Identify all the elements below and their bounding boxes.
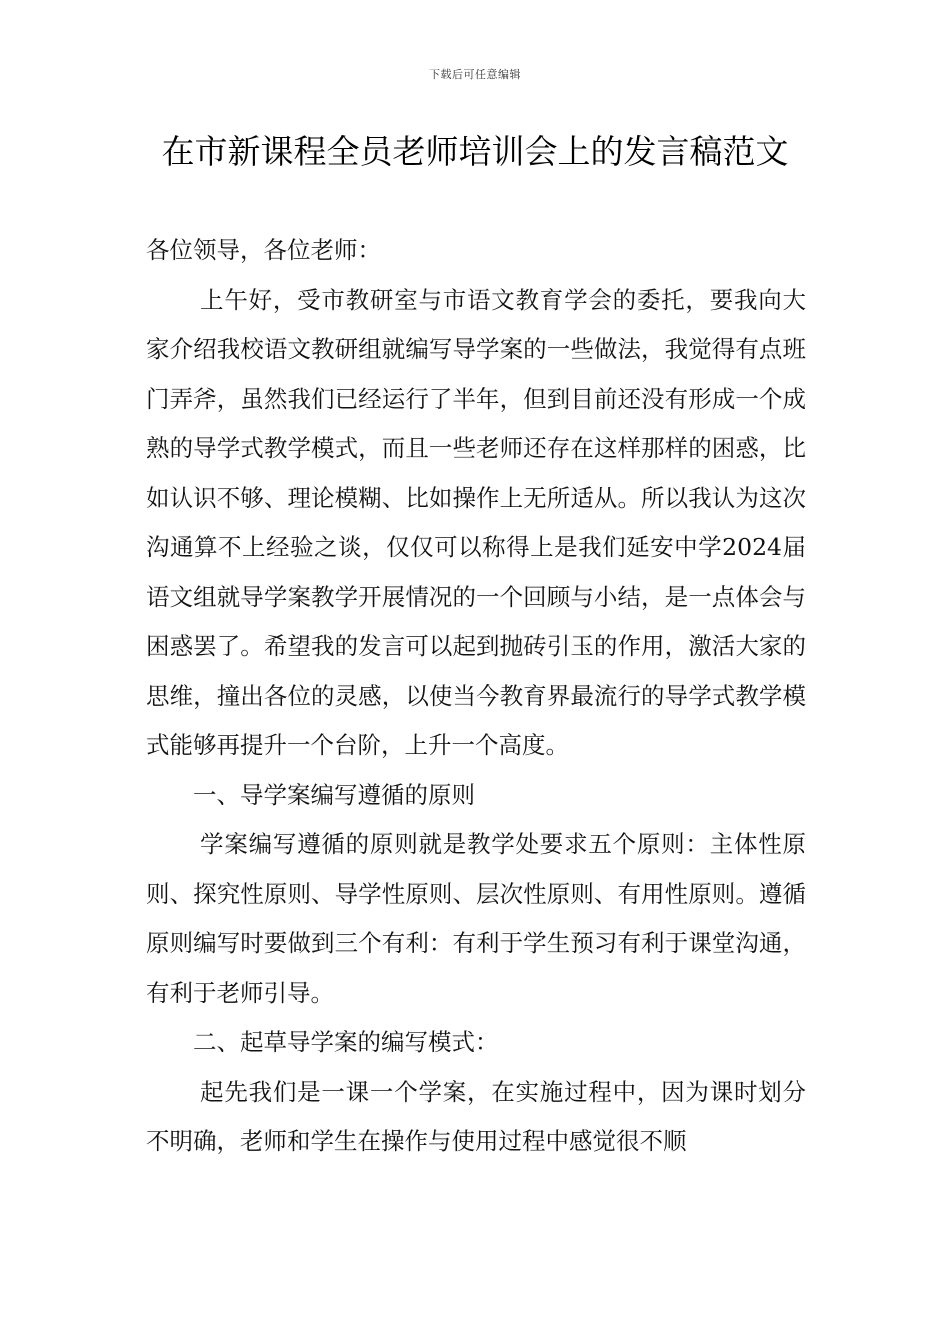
document-title: 在市新课程全员老师培训会上的发言稿范文 [161,132,789,171]
section-paragraph-principles: 学案编写遵循的原则就是教学处要求五个原则：主体性原则、探究性原则、导学性原则、层次性原则、有用性原则。遵循原则编写时要做到三个有利：有利于学生预习有利于课堂沟通，有利于老师引导。 [146,830,806,1007]
salutation: 各位领导，各位老师： [146,236,381,264]
intro-paragraph: 上午好，受市教研室与市语文教育学会的委托，要我向大家介绍我校语文教研组就编写导学案的一些做法，我觉得有点班门弄斧，虽然我们已经运行了半年，但到目前还没有形成一个成熟的导学式教学模式，而且一些老师还存在这样那样的困惑，比如认识不够、理论模糊、比如操作上无所适从。所以我认为这次沟通算不上经验之谈，仅仅可以称得上是我们延安中学2024届语文组就导学案教学开展情况的一个回顾与小结，是一点体会与困惑罢了。希望我的发言可以起到抛砖引玉的作用，激活大家的思维，撞出各位的灵感，以使当今教育界最流行的导学式教学模式能够再提升一个台阶，上升一个高度。 [146,285,806,759]
section-paragraph-mode: 起先我们是一课一个学案，在实施过程中，因为课时划分不明确，老师和学生在操作与使用过程中感觉很不顺 [146,1077,806,1155]
header-note: 下载后可任意编辑 [429,68,521,81]
section-heading-mode: 二、起草导学案的编写模式： [193,1028,499,1056]
section-heading-principles: 一、导学案编写遵循的原则 [193,780,475,809]
document-body [146,226,806,1167]
